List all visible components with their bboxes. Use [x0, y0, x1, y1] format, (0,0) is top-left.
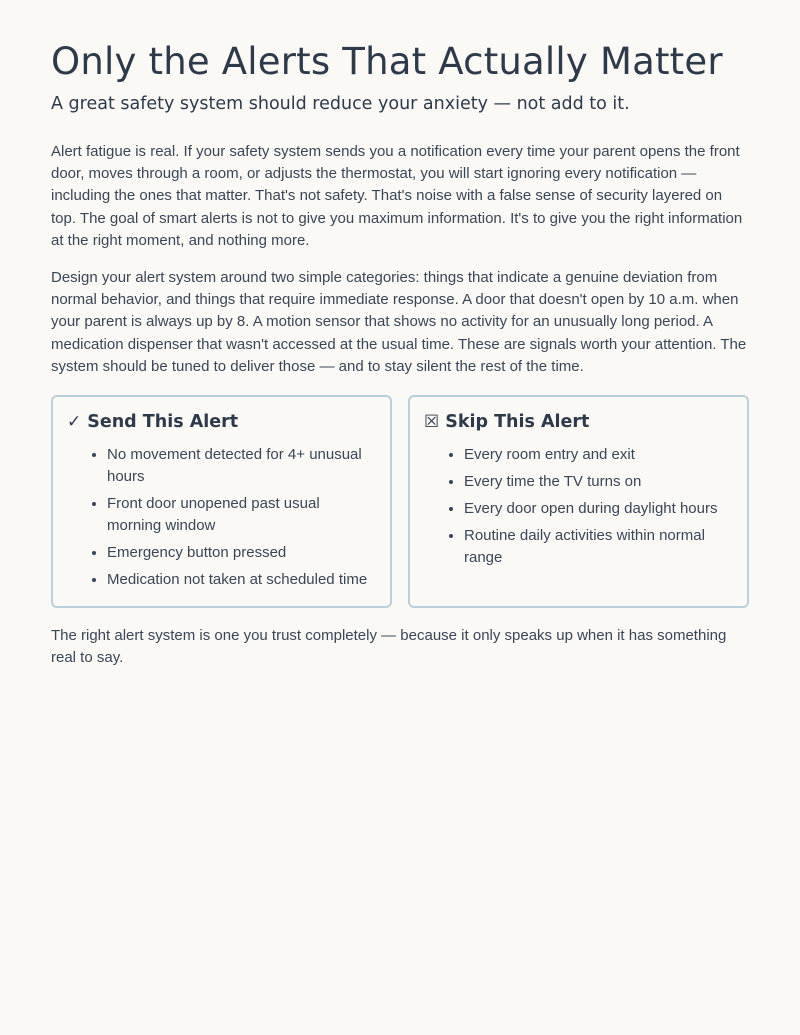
list-item: • No movement detected for 4+ unusual hours — [107, 444, 376, 488]
list-item: • Routine daily activities within normal range — [464, 525, 733, 569]
list-item: • Emergency button pressed — [107, 542, 376, 564]
checkmark-icon: ✓ — [67, 411, 82, 432]
list-item: • Every time the TV turns on — [464, 471, 733, 493]
alert-cards — [51, 395, 749, 608]
skip-alert-heading — [424, 409, 733, 435]
list-item: • Front door unopened past usual morning window — [107, 493, 376, 537]
list-item: • Every room entry and exit — [464, 444, 733, 466]
skip-alert-card — [408, 395, 749, 608]
list-item: • Medication not taken at scheduled time — [107, 569, 376, 591]
list-item: • Every door open during daylight hours — [464, 498, 733, 520]
crossed-box-icon: ☒ — [424, 411, 440, 432]
skip-alert-list — [424, 444, 733, 569]
send-alert-list — [67, 444, 376, 592]
intro-paragraph: Alert fatigue is real. If your safety system sends you a notification every time your parent opens the front door, moves through a room, or adjusts the thermostat, you will start ignoring every notification — including the ones that matter. That's not safety. That's noise with a false sense of security layered on top. The goal of smart alerts is not to give you maximum information. It's to give you the right information at the right moment, and nothing more. — [51, 143, 743, 249]
send-alert-heading — [67, 409, 376, 435]
send-alert-title: Send This Alert — [87, 412, 239, 433]
page-title: Only the Alerts That Actually Matter — [51, 40, 723, 83]
page-subtitle: A great safety system should reduce your anxiety — not add to it. — [51, 94, 630, 114]
skip-alert-title: Skip This Alert — [445, 412, 590, 433]
design-paragraph: Design your alert system around two simple categories: things that indicate a genuine deviation from normal behavior, and things that require immediate response. A door that doesn't open by 10 a.m. when your parent is always up by 8. A motion sensor that shows no activity for an unusually long period. A medication dispenser that wasn't accessed at the usual time. These are signals worth your attention. The system should be tuned to deliver those — and to stay silent the rest of the time. — [51, 269, 747, 375]
send-alert-card — [51, 395, 392, 608]
closing-paragraph: The right alert system is one you trust completely — because it only speaks up when it has something real to say. — [51, 627, 727, 667]
